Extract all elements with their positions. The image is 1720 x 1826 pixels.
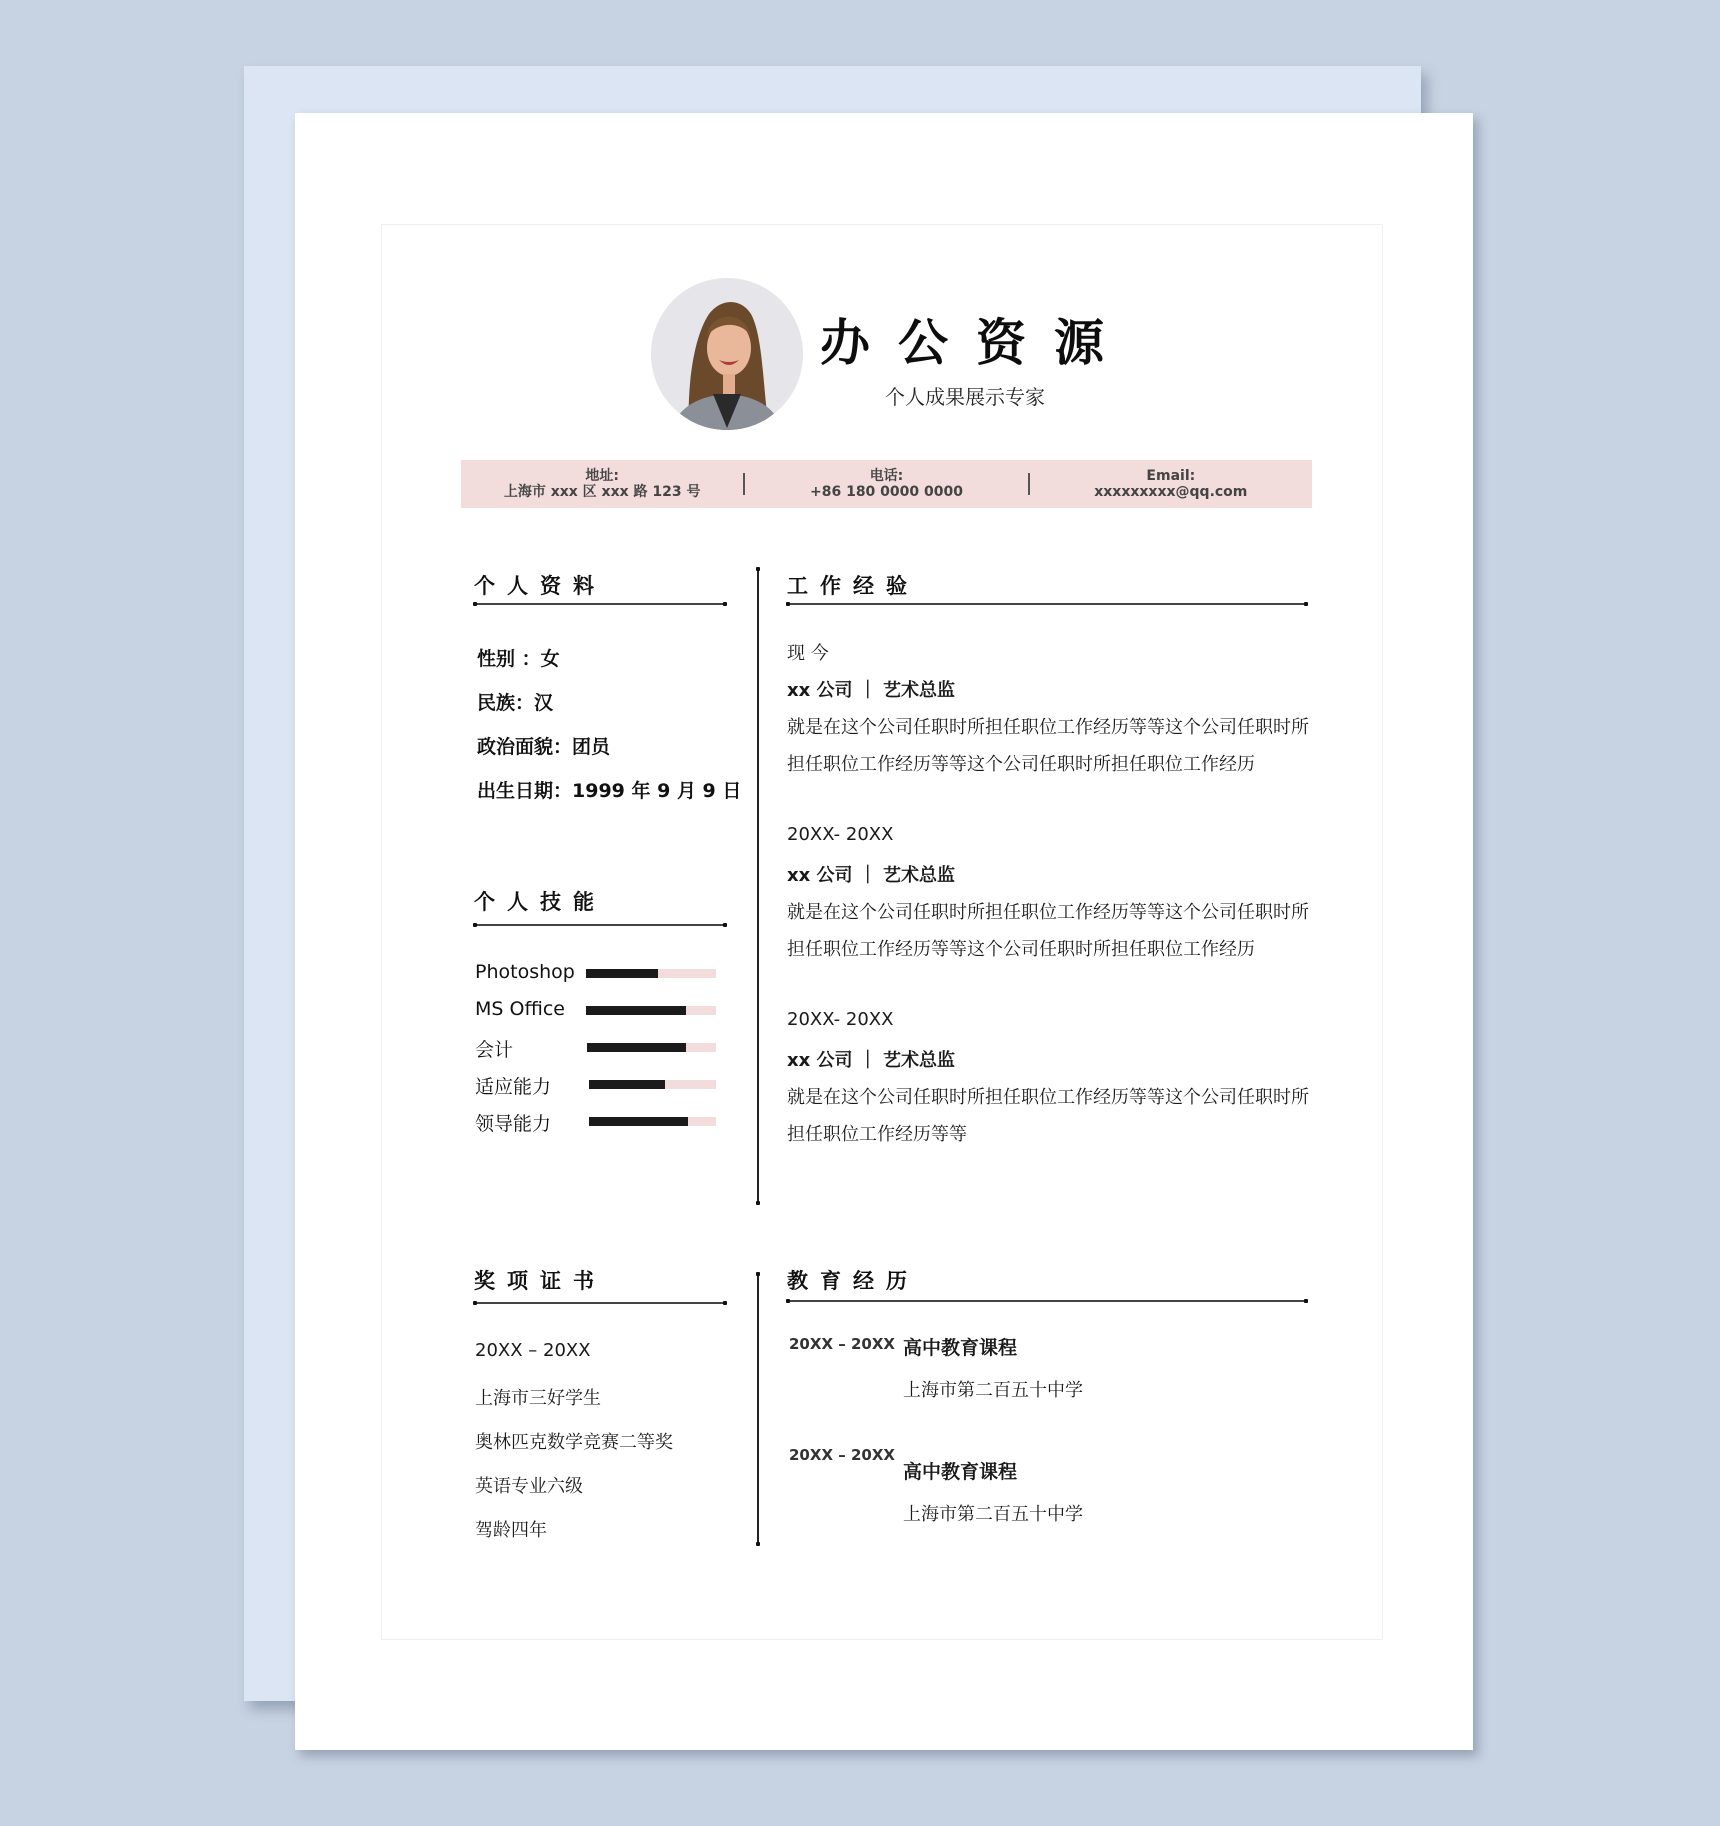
skill-label: 领导能力 [475, 1113, 552, 1135]
contact-phone [745, 468, 1027, 500]
skill-label: Photoshop [475, 961, 575, 983]
email-value: xxxxxxxxx@qq.com [1094, 484, 1248, 500]
skill-bar [589, 1080, 716, 1089]
awards-divider [475, 1302, 725, 1304]
profile-birthdate: 出生日期：1999 年 9 月 9 日 [477, 780, 742, 802]
resume-name: 办公资源 [820, 314, 1132, 372]
awards-section-title: 奖项证书 [474, 1269, 606, 1293]
skill-bar-fill [586, 1006, 686, 1015]
phone-label: 电话: [869, 468, 904, 484]
work-period: 现 今 [787, 643, 829, 664]
skill-label: 会计 [475, 1039, 514, 1061]
education-course: 高中教育课程 [903, 1461, 1018, 1483]
work-description: 就是在这个公司任职时所担任职位工作经历等等这个公司任职时所 [787, 1087, 1309, 1108]
skills-divider [475, 924, 725, 926]
award-item: 英语专业六级 [475, 1476, 583, 1497]
work-description: 担任职位工作经历等等 [787, 1124, 967, 1145]
skill-bar [586, 969, 716, 978]
education-school: 上海市第二百五十中学 [903, 1504, 1083, 1525]
work-role: xx 公司 ｜ 艺术总监 [787, 1050, 956, 1071]
work-role: xx 公司 ｜ 艺术总监 [787, 865, 956, 886]
work-description: 就是在这个公司任职时所担任职位工作经历等等这个公司任职时所 [787, 717, 1309, 738]
work-role: xx 公司 ｜ 艺术总监 [787, 680, 956, 701]
skill-bar-fill [589, 1117, 688, 1126]
education-section-title: 教育经历 [787, 1269, 919, 1293]
work-description: 担任职位工作经历等等这个公司任职时所担任职位工作经历 [787, 939, 1255, 960]
skills-section-title: 个人技能 [474, 890, 606, 914]
avatar [651, 278, 803, 430]
work-period: 20XX- 20XX [787, 824, 894, 845]
profile-political-status: 政治面貌：团员 [477, 736, 611, 758]
award-item: 奥林匹克数学竞赛二等奖 [475, 1432, 673, 1453]
address-label: 地址: [585, 468, 619, 484]
education-school: 上海市第二百五十中学 [903, 1380, 1083, 1401]
work-description: 担任职位工作经历等等这个公司任职时所担任职位工作经历 [787, 754, 1255, 775]
skill-bar-fill [587, 1043, 686, 1052]
contact-address [461, 468, 743, 500]
skill-label: 适应能力 [475, 1076, 552, 1098]
skill-label: MS Office [475, 998, 565, 1020]
profile-section-title: 个人资料 [474, 574, 606, 598]
phone-value: +86 180 0000 0000 [809, 484, 963, 500]
work-divider [788, 603, 1306, 605]
skill-bar [589, 1117, 716, 1126]
email-label: Email: [1146, 468, 1196, 484]
profile-gender: 性别 ：女 [477, 648, 560, 670]
column-divider [757, 569, 759, 1203]
work-description: 就是在这个公司任职时所担任职位工作经历等等这个公司任职时所 [787, 902, 1309, 923]
education-period: 20XX – 20XX [789, 1446, 895, 1464]
education-divider [788, 1300, 1306, 1302]
skill-bar [586, 1006, 716, 1015]
resume-page [295, 113, 1473, 1750]
award-item: 20XX – 20XX [475, 1340, 591, 1361]
contact-email [1030, 468, 1312, 500]
resume-tagline: 个人成果展示专家 [885, 385, 1045, 409]
column-divider [757, 1274, 759, 1544]
portrait-photo-icon [651, 278, 803, 430]
address-value: 上海市 xxx 区 xxx 路 123 号 [503, 484, 701, 500]
skill-bar-fill [586, 969, 658, 978]
award-item: 驾龄四年 [475, 1520, 547, 1541]
education-course: 高中教育课程 [903, 1337, 1018, 1359]
profile-divider [475, 603, 725, 605]
profile-ethnicity: 民族：汉 [477, 692, 554, 714]
work-period: 20XX- 20XX [787, 1009, 894, 1030]
work-section-title: 工作经验 [787, 574, 919, 598]
contact-bar [461, 460, 1312, 508]
skill-bar-fill [589, 1080, 665, 1089]
education-period: 20XX – 20XX [789, 1335, 895, 1353]
skill-bar [587, 1043, 716, 1052]
award-item: 上海市三好学生 [475, 1388, 601, 1409]
